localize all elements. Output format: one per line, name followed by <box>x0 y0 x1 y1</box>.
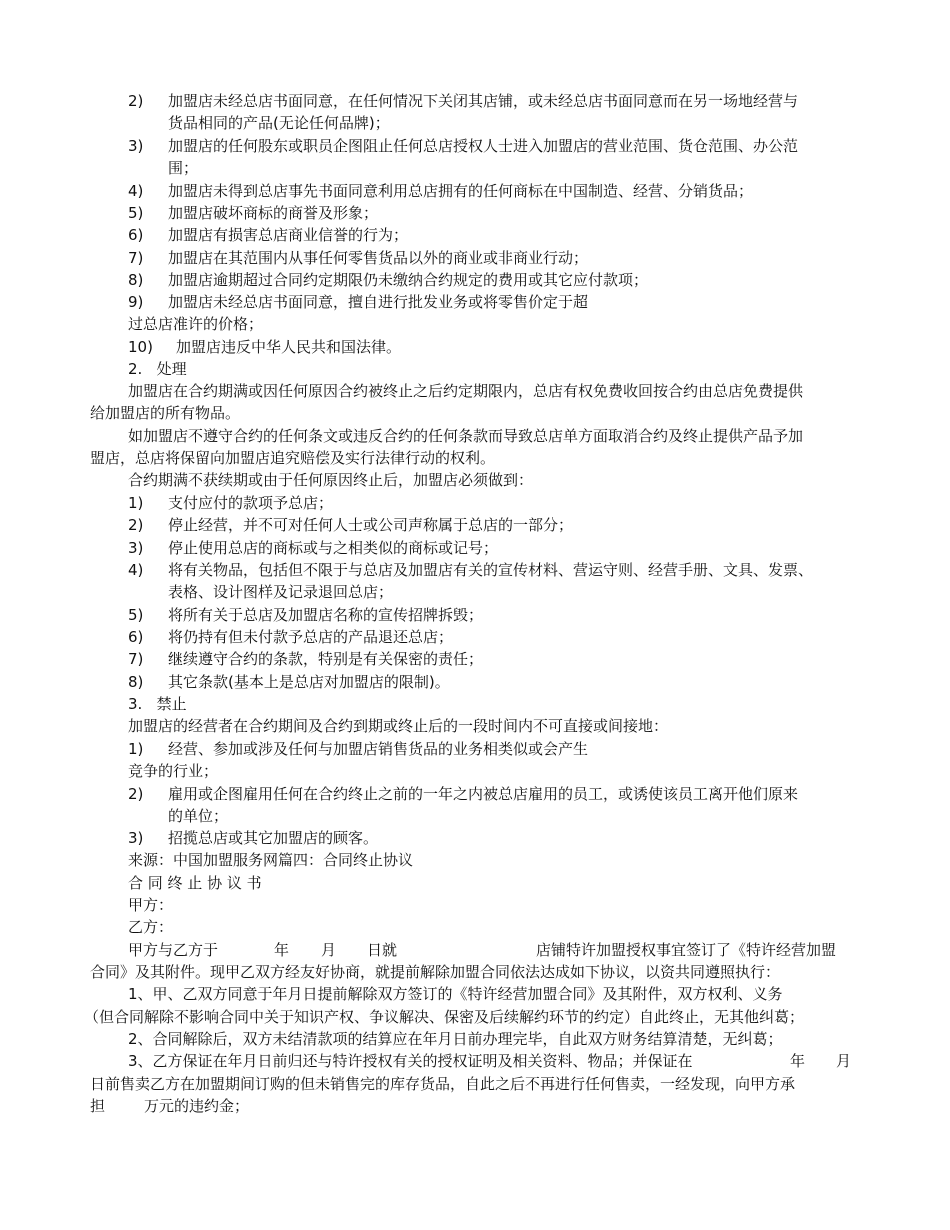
list-item-text: 将所有关于总店及加盟店名称的宣传招牌拆毁； <box>168 606 484 624</box>
clause-3: 万元的违约金； <box>144 1097 250 1115</box>
list-number: 2) <box>128 516 144 534</box>
list-item-text: 其它条款(基本上是总店对加盟店的限制)。 <box>168 673 450 691</box>
list-number: 10) <box>128 338 153 356</box>
list-item-text: 加盟店有损害总店商业信誉的行为； <box>168 226 409 244</box>
list-item-text: 经营、参加或涉及任何与加盟店销售货品的业务相类似或会产生 <box>168 740 589 758</box>
section-heading: 3. 禁止 <box>128 695 187 713</box>
list-number: 3) <box>128 829 144 847</box>
clause-1: 1、甲、乙双方同意于年月日提前解除双方签订的《特许经营加盟合同》及其附件，双方权利、义务 <box>128 985 783 1003</box>
list-item-text: 雇用或企图雇用任何在合约终止之前的一年之内被总店雇用的员工，或诱使该员工离开他们原来 <box>168 785 799 803</box>
list-item-text: 加盟店违反中华人民共和国法律。 <box>176 338 402 356</box>
list-item-text: 围； <box>168 159 199 177</box>
paragraph-line: 加盟店的经营者在合约期间及合约到期或终止后的一段时间内不可直接或间接地： <box>128 717 669 735</box>
paragraph-line: 加盟店在合约期满或因任何原因合约被终止之后约定期限内，总店有权免费收回按合约由总店免费提供 <box>128 382 804 400</box>
clause-3-month: 月 <box>836 1052 852 1070</box>
list-number: 4) <box>128 182 144 200</box>
list-number: 2) <box>128 785 144 803</box>
list-number: 9) <box>128 293 144 311</box>
list-number: 7) <box>128 249 144 267</box>
list-number: 1) <box>128 740 144 758</box>
list-number: 6) <box>128 226 144 244</box>
list-item-continuation: 过总店准许的价格； <box>128 315 264 333</box>
list-item-text: 停止使用总店的商标或与之相类似的商标或记号； <box>168 539 499 557</box>
section-heading: 2. 处理 <box>128 360 187 378</box>
list-item-text: 的单位； <box>168 807 229 825</box>
list-number: 5) <box>128 606 144 624</box>
list-item-text: 招揽总店或其它加盟店的顾客。 <box>168 829 379 847</box>
intro-year: 年 <box>274 941 290 959</box>
list-item-text: 加盟店未得到总店事先书面同意利用总店拥有的任何商标在中国制造、经营、分销货品； <box>168 182 754 200</box>
source-line: 来源：中国加盟服务网篇四：合同终止协议 <box>128 851 414 869</box>
clause-3-year: 年 <box>790 1052 806 1070</box>
clause-1: （但合同解除不影响合同中关于知识产权、争议解决、保密及后续解约环节的约定）自此终止，无其他纠葛； <box>84 1008 805 1026</box>
paragraph-line: 盟店，总店将保留向加盟店追究赔偿及实行法律行动的权利。 <box>90 449 496 467</box>
intro-month: 月 <box>321 941 337 959</box>
list-item-text: 表格、设计图样及记录退回总店； <box>168 583 394 601</box>
paragraph-line: 如加盟店不遵守合约的任何条文或违反合约的任何条款而导致总店单方面取消合约及终止提供产品予加 <box>128 427 804 445</box>
list-number: 3) <box>128 137 144 155</box>
clause-3: 3、乙方保证在年月日前归还与特许授权有关的授权证明及相关资料、物品；并保证在 <box>128 1052 693 1070</box>
clause-3: 担 <box>90 1097 106 1115</box>
party-b-label: 乙方： <box>128 918 174 936</box>
list-number: 2) <box>128 92 144 110</box>
list-item-text: 加盟店破坏商标的商誉及形象； <box>168 204 379 222</box>
list-number: 5) <box>128 204 144 222</box>
list-number: 4) <box>128 561 144 579</box>
list-item-continuation: 竞争的行业； <box>128 762 219 780</box>
intro-day: 日就 <box>367 941 398 959</box>
list-item-text: 加盟店在其范围内从事任何零售货品以外的商业或非商业行动； <box>168 249 589 267</box>
list-item-text: 加盟店未经总店书面同意，擅自进行批发业务或将零售价定于超 <box>168 293 589 311</box>
intro-text: 甲方与乙方于 <box>128 941 219 959</box>
list-item-text: 将仍持有但未付款予总店的产品退还总店； <box>168 628 454 646</box>
intro-text: 店铺特许加盟授权事宜签订了《特许经营加盟 <box>536 941 837 959</box>
list-number: 8) <box>128 673 144 691</box>
agreement-title: 合 同 终 止 协 议 书 <box>128 874 262 892</box>
list-number: 8) <box>128 271 144 289</box>
clause-2: 2、合同解除后，双方未结清款项的结算应在年月日前办理完毕，自此双方财务结算清楚，无纠葛； <box>128 1030 783 1048</box>
paragraph-line: 给加盟店的所有物品。 <box>90 404 241 422</box>
list-item-text: 加盟店未经总店书面同意，在任何情况下关闭其店铺，或未经总店书面同意而在另一场地经营与 <box>168 92 799 110</box>
list-number: 3) <box>128 539 144 557</box>
list-item-text: 将有关物品，包括但不限于与总店及加盟店有关的宣传材料、营运守则、经营手册、文具、发票、 <box>168 561 814 579</box>
clause-3: 日前售卖乙方在加盟期间订购的但未销售完的库存货品，自此之后不再进行任何售卖，一经发现，向甲方承 <box>90 1075 796 1093</box>
list-item-text: 加盟店逾期超过合同约定期限仍未缴纳合约规定的费用或其它应付款项； <box>168 271 649 289</box>
intro-text: 合同》及其附件。现甲乙双方经友好协商，就提前解除加盟合同依法达成如下协议，以资共同遵照执行： <box>90 963 781 981</box>
paragraph-line: 合约期满不获续期或由于任何原因终止后，加盟店必须做到： <box>128 471 534 489</box>
list-item-text: 继续遵守合约的条款，特别是有关保密的责任； <box>168 650 484 668</box>
list-number: 6) <box>128 628 144 646</box>
list-item-text: 加盟店的任何股东或职员企图阻止任何总店授权人士进入加盟店的营业范围、货仓范围、办公范 <box>168 137 799 155</box>
list-item-text: 停止经营，并不可对任何人士或公司声称属于总店的一部分； <box>168 516 574 534</box>
list-number: 7) <box>128 650 144 668</box>
list-item-text: 支付应付的款项予总店； <box>168 494 334 512</box>
list-number: 1) <box>128 494 144 512</box>
party-a-label: 甲方： <box>128 896 174 914</box>
list-item-text: 货品相同的产品(无论任何品牌)； <box>168 114 390 132</box>
